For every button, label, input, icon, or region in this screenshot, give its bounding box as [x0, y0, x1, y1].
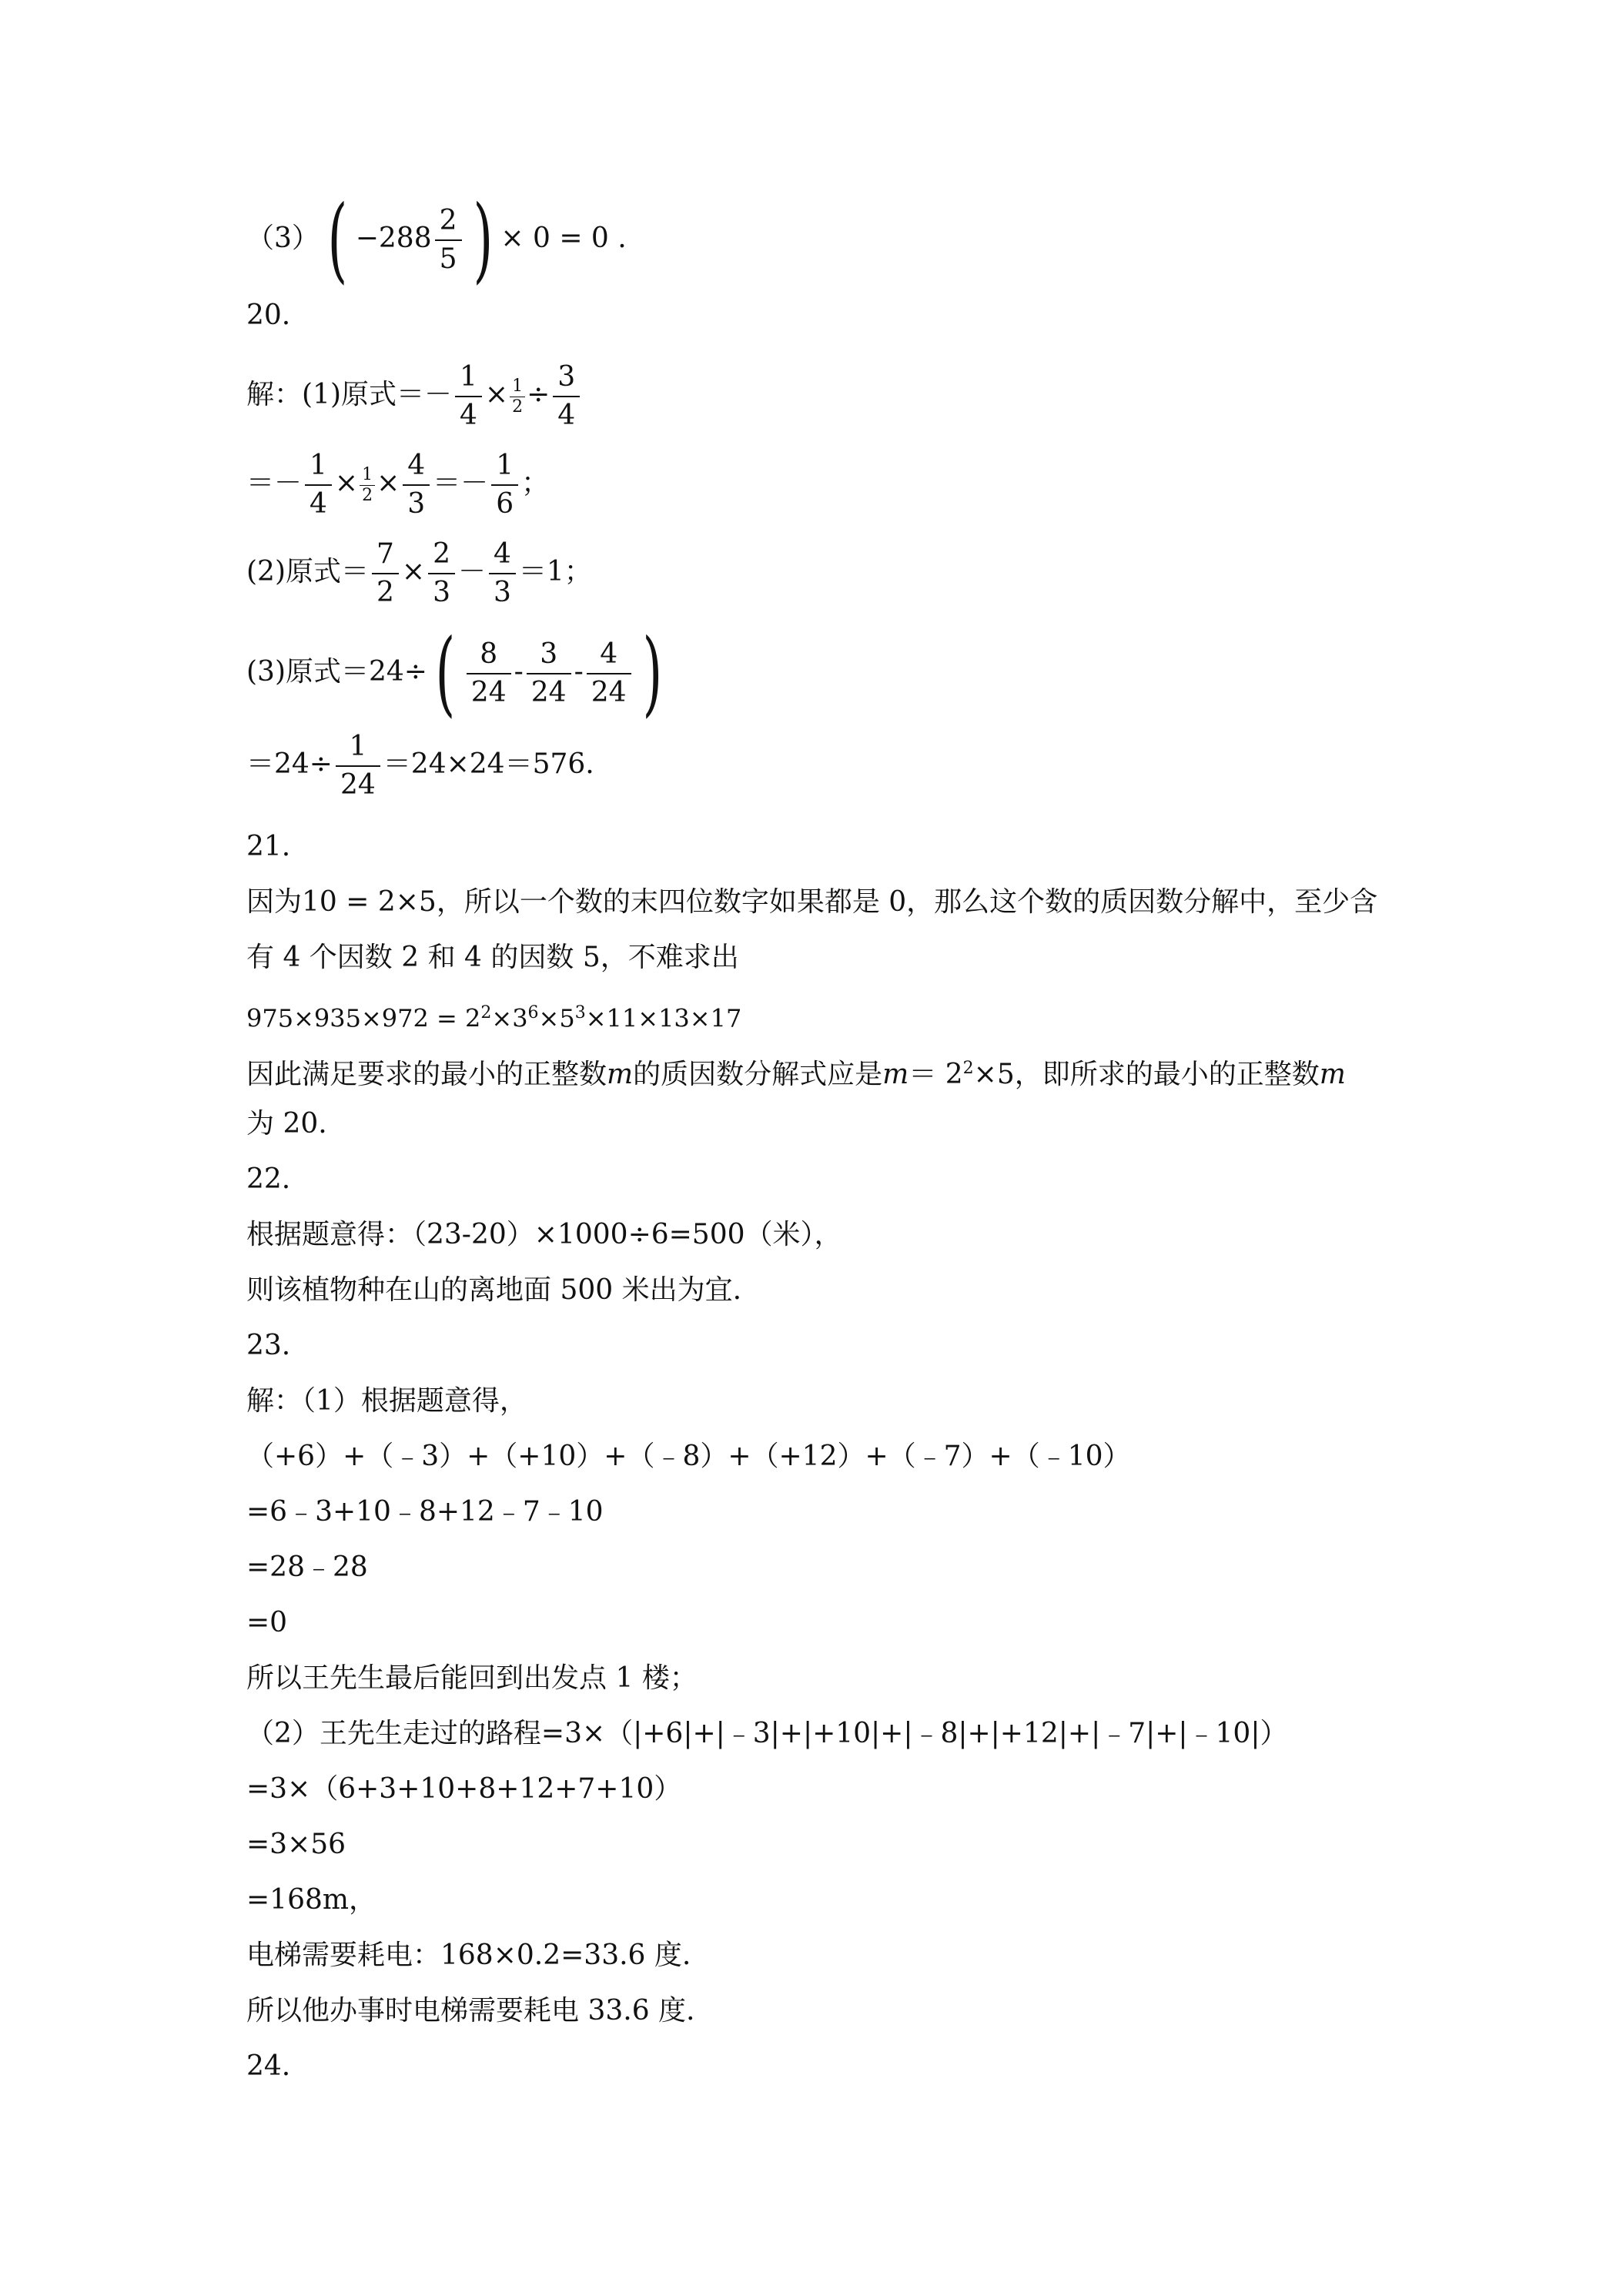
fraction: $\frac{4}{3}$	[403, 450, 430, 520]
question-20-number: 20.	[246, 300, 291, 331]
q23-line-1: 解：（1）根据题意得，	[246, 1385, 527, 1417]
left-paren: (	[435, 620, 456, 727]
q23-line-2: （+6）+（﹣3）+（+10）+（﹣8）+（+12）+（﹣7）+（﹣10）	[246, 1441, 1131, 1472]
q23-line-8: =3×（6+3+10+8+12+7+10）	[246, 1773, 682, 1805]
fraction: $\frac{1}{2}$	[360, 467, 375, 504]
q23-line-3: =6﹣3+10﹣8+12﹣7﹣10	[246, 1496, 604, 1528]
q22-line-1: 根据题意得：（23-20）×1000÷6=500（米），	[246, 1219, 842, 1250]
q23-line-7: （2）王先生走过的路程=3×（|+6|+|﹣3|+|+10|+|﹣8|+|+12|+|﹣7|+|﹣10|）	[246, 1718, 1288, 1749]
q21-line-5: 为 20.	[246, 1108, 327, 1140]
fraction: $\frac{1}{6}$	[491, 450, 518, 520]
q23-line-9: =3×56	[246, 1829, 346, 1860]
fraction: $\frac{4}{24}$	[587, 639, 631, 708]
fraction: $\frac{3}{4}$	[553, 362, 580, 431]
q21-line-3: $975\times 935\times 972 = 2^2\times 3^6\times 5^3\times 11\times 13\times 17$	[246, 1003, 742, 1033]
right-paren: )	[473, 186, 493, 293]
fraction: $\frac{1}{2}$	[510, 378, 525, 416]
fraction: $\frac{4}{3}$	[489, 539, 516, 608]
eq-20-1a: 解：(1)原式＝－ $\frac{1}{4}$ × $\frac{1}{2}$ ÷ $\frac{3}{4}$	[246, 362, 583, 431]
question-24-number: 24.	[246, 2050, 291, 2082]
q22-line-2: 则该植物种在山的离地面 500 米出为宜.	[246, 1274, 742, 1306]
right-paren: )	[642, 620, 662, 727]
fraction: $\frac{2}{5}$	[435, 206, 462, 275]
eq-20-2: (2)原式＝ $\frac{7}{2}$ × $\frac{2}{3}$ － $\frac{4}{3}$ ＝1；	[246, 538, 592, 608]
q23-line-10: =168m，	[246, 1884, 377, 1916]
fraction: $\frac{1}{4}$	[455, 362, 482, 431]
question-21-number: 21.	[246, 831, 291, 862]
fraction: $\frac{1}{4}$	[305, 450, 332, 520]
eq-19-3: （3）( −288 $\frac{2}{5}$ ) × 0 = 0 .	[246, 186, 627, 293]
q21-line-4: 因此满足要求的最小的正整数m的质因数分解式应是$m= 2^2\times 5$，即所求的最小的正整数m	[246, 1059, 1346, 1090]
fraction: $\frac{8}{24}$	[467, 639, 511, 708]
q23-line-4: =28﹣28	[246, 1551, 368, 1583]
eq-20-3b: ＝24÷ $\frac{1}{24}$ ＝24×24＝576.	[246, 731, 594, 801]
left-paren: (	[327, 186, 348, 293]
question-23-number: 23.	[246, 1330, 291, 1361]
eq-20-1b: ＝－ $\frac{1}{4}$ × $\frac{1}{2}$ × $\frac{4}{3}$ ＝－ $\frac{1}{6}$ ；	[246, 450, 550, 520]
q21-line-2: 有 4 个因数 2 和 4 的因数 5，不难求出	[246, 942, 739, 973]
q23-line-6: 所以王先生最后能回到出发点 1 楼；	[246, 1662, 698, 1694]
fraction: $\frac{7}{2}$	[372, 539, 399, 608]
fraction: $\frac{2}{3}$	[428, 539, 455, 608]
question-22-number: 22.	[246, 1163, 291, 1195]
q23-line-5: =0	[246, 1607, 288, 1638]
eq-20-3a: (3)原式＝24÷( $\frac{8}{24}$ - $\frac{3}{24}$ - $\frac{4}{24}$ )	[246, 620, 662, 727]
q23-line-11: 电梯需要耗电：168×0.2=33.6 度.	[246, 1940, 691, 1971]
q23-line-12: 所以他办事时电梯需要耗电 33.6 度.	[246, 1995, 695, 2027]
fraction: $\frac{1}{24}$	[336, 731, 380, 801]
q21-line-1: 因为10 = 2×5，所以一个数的末四位数字如果都是 0，那么这个数的质因数分解中，至少含	[246, 886, 1378, 918]
fraction: $\frac{3}{24}$	[527, 639, 571, 708]
